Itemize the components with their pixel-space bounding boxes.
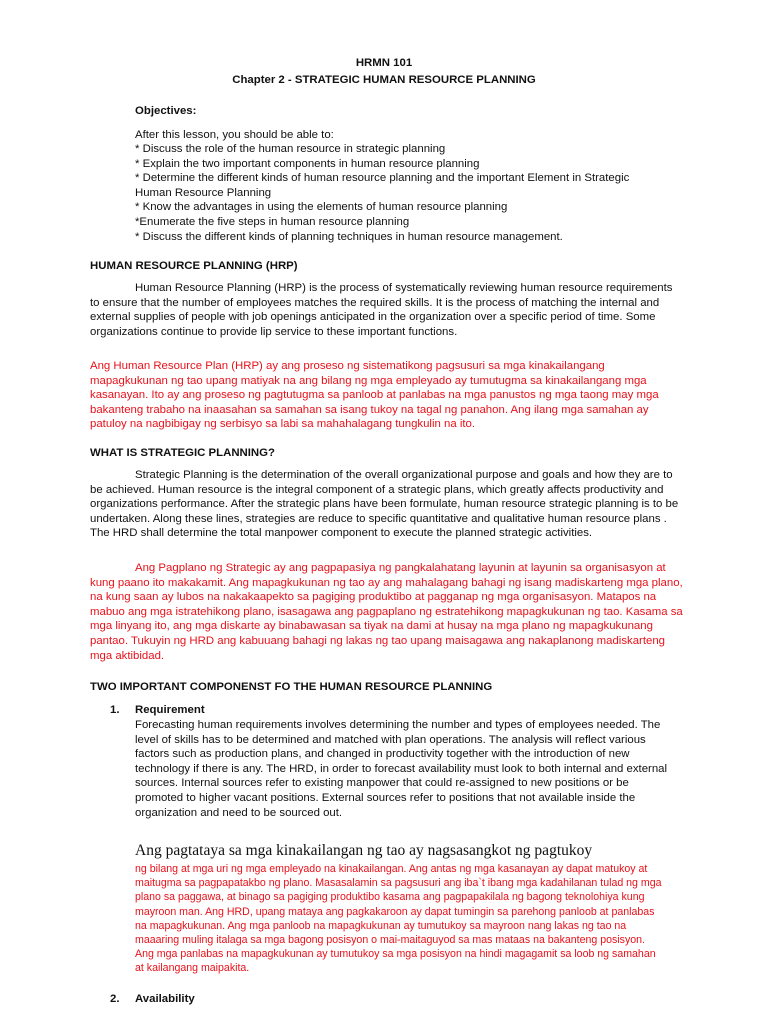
course-code: HRMN 101 [355, 57, 413, 69]
availability-title: Availability [135, 993, 195, 1005]
strategic-english-paragraph: Strategic Planning is the determination of the overall organizational purpose and goals and how they are to be achieved. Human resource is the integral component of a strategic plans, which greatly affects productivity and organizations performance. After the strategic plans have been formulate, human resource strategic planning is to be undertaken. Along these lines, strategies are reduce to specific quantitative and qualitative human resource plans . The HRD shall determine the total manpower component to execute the planned strategic activities. [90, 469, 679, 540]
hrp-english-paragraph: Human Resource Planning (HRP) is the process of systematically reviewing human resource requirements to ensure that the number of employees matches the required skills. It is the process of matching the internal and external supplies of people with job openings anticipated in the organization over a specific period of time. Some organizations continue to provide lip service to these important functions. [90, 282, 673, 338]
objective-item: * Explain the two important components in human resource planning [135, 157, 480, 170]
objective-item: * Discuss the different kinds of planning techniques in human resource management. [135, 230, 563, 243]
objective-item: * Discuss the role of the human resource in strategic planning [135, 143, 446, 155]
component-availability [90, 992, 390, 1008]
objectives-intro: After this lesson, you should be able to: [135, 129, 334, 141]
requirement-title: Requirement [135, 704, 205, 716]
objectives-heading: Objectives: [135, 105, 197, 117]
strategic-heading: WHAT IS STRATEGIC PLANNING? [90, 447, 275, 459]
chapter-title: Chapter 2 - STRATEGIC HUMAN RESOURCE PLANNING [232, 74, 536, 86]
objective-item: *Enumerate the five steps in human resource planning [135, 215, 410, 228]
hrp-heading: HUMAN RESOURCE PLANNING (HRP) [90, 260, 298, 272]
item-number: 2. [110, 993, 120, 1005]
requirement-english-paragraph: Forecasting human requirements involves determining the number and types of employees needed. The level of skills has to be determined and matched with plan operations. The analysis will reflect various factors such as production plans, and changed in productivity together with the introduction of new technology if there is any. The HRD, in order to forecast availability must look to both internal and external sources. Internal sources refer to existing manpower that could re-assigned to new positions or be promoted to higher vacant positions. External sources refer to positions that not available inside the organization and need to be sourced out. [135, 719, 668, 819]
objectives-list [135, 142, 650, 244]
components-heading: TWO IMPORTANT COMPONENST FO THE HUMAN RESOURCE PLANNING [90, 681, 493, 693]
requirement-filipino-heading: Ang pagtataya sa mga kinakailangan ng tao ay nagsasangkot ng pagtukoy [135, 842, 593, 859]
item-number: 1. [110, 704, 120, 716]
strategic-filipino-paragraph: Ang Pagplano ng Strategic ay ang pagpapasiya ng pangkalahatang layunin at layunin sa organisasyon at kung paano ito makakamit. Ang mapagkukunan ng tao ay ang mahalagang bahagi ng isang madiskarteng mga plano, na kung saan ay lubos na nakakaapekto sa pagiging produktibo at pagganap ng mga organisasyon. Matapos na mabuo ang mga istratehikong plano, isasagawa ang pagpaplano ng estratehikong mapagkukunan ng tao. Kasama sa mga linyang ito, ang mga diskarte ay binabawasan sa tiyak na dami at husay na mga plano ng mapagkukunang pantao. Tukuyin ng HRD ang kabuuang bahagi ng lakas ng tao upang maisagawa ang nakaplanong madiskarteng mga aktibidad. [90, 562, 683, 662]
objective-item: * Know the advantages in using the elements of human resource planning [135, 201, 508, 214]
requirement-filipino-paragraph: ng bilang at mga uri ng mga empleyado na kinakailangan. Ang antas ng mga kasanayan ay dapat matukoy at maitugma sa pagpapatakbo ng plano. Masasalamin sa pagsusuri ang iba`t ibang mga kadahilanan tulad ng mga plano sa paggawa, at binago sa pagiging produktibo kasama ang pagpapakilala ng bagong teknolohiya kung mayroon man. Ang HRD, upang mataya ang pagkakaroon ay dapat tumingin sa parehong panloob at panlabas na mapagkukunan. Ang mga panloob na mapagkukunan ay tumutukoy sa mayroon nang lakas ng tao na maaaring muling italaga sa mga bagong posisyon o mai-maitaguyod sa mas mataas na bakanteng posisyon. Ang mga panlabas na mapagkukunan ay tumutukoy sa mga posisyon na hindi magagamit sa loob ng samahan at kailangang maipakita. [135, 863, 662, 975]
objective-item: * Determine the different kinds of human resource planning and the important Element in Strategic Human Resource Planning [135, 172, 630, 199]
hrp-filipino-paragraph: Ang Human Resource Plan (HRP) ay ang proseso ng sistematikong pagsusuri sa mga kinakailangang mapagkukunan ng tao upang matiyak na ang bilang ng mga empleyado ay tumutugma sa kinakailangang mga kasanayan. Ito ay ang proseso ng pagtutugma sa panloob at panlabas na mga panustos ng mga taong may mga bakanteng trabaho na inaasahan sa samahan sa isang tukoy na tagal ng panahon. Ang ilang mga samahan ay patuloy na nagbibigay ng serbisyo sa labi sa mahahalagang tungkulin na ito. [90, 360, 659, 431]
